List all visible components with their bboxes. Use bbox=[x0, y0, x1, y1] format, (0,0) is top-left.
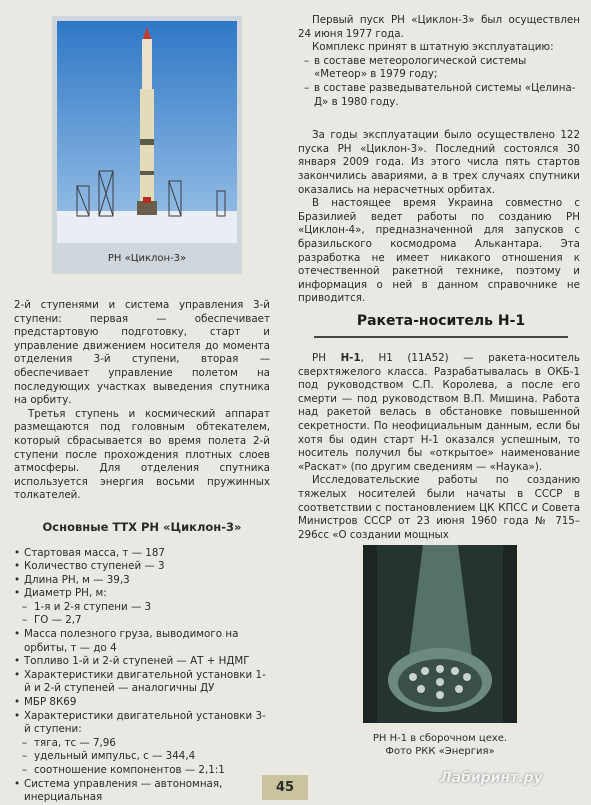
spec-item: – 1-я и 2-я ступени — 3 bbox=[14, 601, 270, 615]
n1-caption-line-2: Фото РКК «Энергия» bbox=[385, 746, 495, 757]
specs-list bbox=[14, 547, 270, 805]
n1-bold-name: Н-1 bbox=[340, 352, 361, 364]
left-paragraph-1: 2-й ступенями и система управления 3-й ступени: первая — обеспечивает предстартовую подготовку, старт и управление движением носителя до момента отделения 3-й ступени, вторая — обеспечивает управление полетом на последующих участках выведения спутника на орбиту. bbox=[14, 299, 270, 407]
n1-caption-line-1: РН Н-1 в сборочном цехе. bbox=[372, 733, 508, 744]
spec-item: • Характеристики двигательной установки 1-й и 2-й ступеней — аналогичны ДУ bbox=[14, 669, 270, 696]
spec-item: • Характеристики двигательной установки 3-й ступени: bbox=[14, 710, 270, 737]
spec-item: – удельный импульс, с — 344,4 bbox=[14, 750, 270, 764]
right-column-bottom bbox=[298, 352, 580, 542]
spec-item: • Масса полезного груза, выводимого на орбиты, т — до 4 bbox=[14, 628, 270, 655]
right-paragraph-3: За годы эксплуатации было осуществлено 122 пуска РН «Циклон-3». Последний состоялся 30 января 2009 года. Из этого числа пять стартов закончились авариями, а в трех случаях спутники оказались на нерасчетных орбитах. bbox=[298, 129, 580, 196]
service-item: – в составе метеорологической системы «Метеор» в 1979 году; bbox=[302, 55, 580, 82]
right-paragraph-1: Первый пуск РН «Циклон-3» был осуществлен 24 июня 1977 года. bbox=[298, 14, 580, 40]
page-number: 45 bbox=[262, 775, 308, 800]
section-title: Ракета-носитель Н-1 bbox=[356, 313, 526, 329]
n1-photo-caption bbox=[363, 732, 517, 758]
n1-paragraph-1 bbox=[298, 352, 580, 474]
rocket-photo-caption: РН «Циклон-3» bbox=[107, 253, 187, 264]
service-list bbox=[298, 55, 580, 109]
spec-item: • Диаметр РН, м: bbox=[14, 587, 270, 601]
spec-item: – тяга, тс — 7,96 bbox=[14, 737, 270, 751]
n1-paragraph-rest: , Н1 (11А52) — ракета-носитель сверхтяжелого класса. Разрабатывалась в ОКБ-1 под руководством С.П. Королева, а после его смерти — под руководством В.П. Мишина. Работа над ракетой велась в обстановке повышенной секретности. По неофициальным данным, если бы хотя бы один старт Н-1 оказался успешным, то носитель получил бы «открытое» наименование «Раскат» (по другим сведениям — «Наука»). bbox=[298, 352, 580, 473]
left-paragraph-2: Третья ступень и космический аппарат размещаются под головным обтекателем, который сбрасывается во время полета 2-й ступени после прохождения плотных слоев атмосферы. Для отделения спутника используется энергия восьми пружинных толкателей. bbox=[14, 407, 270, 502]
tsyklon-3-photo bbox=[57, 21, 237, 243]
spec-item: • Стартовая масса, т — 187 bbox=[14, 547, 270, 561]
spec-item: • МБР 8К69 bbox=[14, 696, 270, 710]
spec-item: • Длина РН, м — 39,3 bbox=[14, 574, 270, 588]
spec-item: – ГО — 2,7 bbox=[14, 614, 270, 628]
right-paragraph-2: Комплекс принят в штатную эксплуатацию: bbox=[312, 41, 554, 54]
right-paragraph-4: В настоящее время Украина совместно с Бразилией ведет работы по созданию РН «Циклон-4», предназначенной для запусков с бразильского космодрома Алькантара. Эта разработка не имеет никакого отношения к отечественной ракетной технике, поэтому и информация о ней в данном справочнике не приводится. bbox=[298, 197, 580, 305]
spec-item: • Топливо 1-й и 2-й ступеней — АТ + НДМГ bbox=[14, 655, 270, 669]
n1-prefix: РН bbox=[312, 352, 341, 364]
left-column bbox=[14, 299, 270, 805]
specs-heading: Основные ТТХ РН «Циклон-3» bbox=[42, 519, 242, 534]
service-item: – в составе разведывательной системы «Целина-Д» в 1980 году. bbox=[302, 82, 580, 109]
rocket-photo-figure bbox=[52, 16, 242, 274]
spec-item: • Система управления — автономная, инерциальная bbox=[14, 778, 270, 805]
spec-item: – соотношение компонентов — 2,1:1 bbox=[14, 764, 270, 778]
spec-item: • Количество ступеней — 3 bbox=[14, 560, 270, 574]
n1-photo-figure bbox=[363, 545, 517, 770]
section-divider bbox=[314, 336, 568, 338]
n1-paragraph-2: Исследовательские работы по созданию тяжелых носителей были начаты в СССР в соответствии с постановлением ЦК КПСС и Совета Министров СССР от 23 июня 1960 года № 715–296сс «О создании мощных bbox=[298, 474, 580, 541]
watermark: Лабиринт.ру bbox=[440, 770, 543, 786]
right-column-top bbox=[298, 14, 580, 306]
n1-assembly-photo bbox=[363, 545, 517, 723]
